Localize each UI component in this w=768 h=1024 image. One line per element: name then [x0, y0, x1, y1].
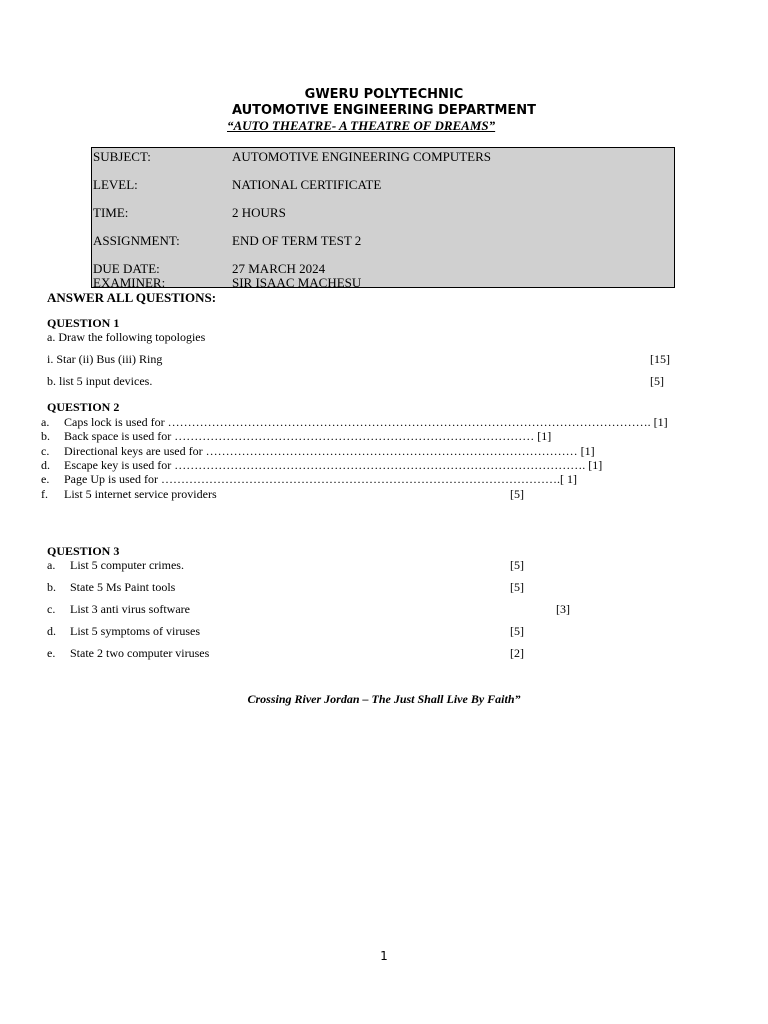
question-2-item-letter: c.: [41, 444, 50, 458]
examiner-label: EXAMINER:: [93, 275, 166, 290]
instruction: ANSWER ALL QUESTIONS:: [47, 290, 217, 305]
question-2-item-text: Escape key is used for …………………………………………………………………………………………. [1]: [64, 458, 603, 472]
question-1-title: QUESTION 1: [47, 316, 120, 330]
time-label: TIME:: [93, 205, 129, 220]
assignment-label: ASSIGNMENT:: [93, 233, 180, 248]
question-2-item-text: Caps lock is used for …………………………………………………………………………………………………………. [1]: [64, 415, 668, 429]
question-1-item-marks: [15]: [650, 352, 670, 366]
question-1-item-text: b. list 5 input devices.: [47, 374, 153, 388]
question-3-item-letter: e.: [47, 646, 56, 660]
question-3-title: QUESTION 3: [47, 544, 120, 558]
question-3-item-marks: [5]: [510, 624, 524, 638]
exam-info-box: [91, 147, 675, 288]
question-3-item-marks: [5]: [510, 580, 524, 594]
question-2-item-letter: f.: [41, 487, 48, 501]
question-3-item-letter: a.: [47, 558, 56, 572]
question-3-item-marks: [3]: [556, 602, 570, 616]
question-2-item-text: Page Up is used for ……………………………………………………………………………………….[ 1]: [64, 472, 577, 486]
level-value: NATIONAL CERTIFICATE: [232, 177, 382, 192]
page-number: 1: [380, 949, 388, 963]
question-1-item-text: i. Star (ii) Bus (iii) Ring: [47, 352, 163, 366]
footer-quote: Crossing River Jordan – The Just Shall Live By Faith”: [247, 692, 521, 706]
question-2-item-letter: e.: [41, 472, 50, 486]
question-3-item-marks: [5]: [510, 558, 524, 572]
question-3-item-text: List 5 computer crimes.: [70, 558, 184, 572]
institution-title: GWERU POLYTECHNIC: [304, 87, 464, 102]
level-label: LEVEL:: [93, 177, 138, 192]
due-date-label: DUE DATE:: [93, 261, 160, 276]
question-2-item-marks: [5]: [510, 487, 524, 501]
question-2-item-letter: a.: [41, 415, 50, 429]
question-1-intro: a. Draw the following topologies: [47, 330, 206, 344]
question-2-item-text: Back space is used for ……………………………………………………………………………… [1]: [64, 429, 552, 443]
question-3-item-text: List 3 anti virus software: [70, 602, 190, 616]
question-3-item-text: State 5 Ms Paint tools: [70, 580, 176, 594]
motto: “AUTO THEATRE- A THEATRE OF DREAMS”: [227, 118, 496, 133]
subject-value: AUTOMOTIVE ENGINEERING COMPUTERS: [232, 149, 492, 164]
department-title: AUTOMOTIVE ENGINEERING DEPARTMENT: [231, 103, 537, 118]
assignment-value: END OF TERM TEST 2: [232, 233, 362, 248]
examiner-value: SIR ISAAC MACHESU: [232, 275, 362, 290]
question-3-item-letter: d.: [47, 624, 56, 638]
question-2-item-letter: b.: [41, 429, 50, 443]
question-2-item-text: List 5 internet service providers: [64, 487, 217, 501]
time-value: 2 HOURS: [232, 205, 286, 220]
question-3-item-letter: b.: [47, 580, 56, 594]
question-1-item-marks: [5]: [650, 374, 664, 388]
question-2-title: QUESTION 2: [47, 400, 120, 414]
question-2-item-text: Directional keys are used for ………………………………………………………………………………… [1]: [64, 444, 595, 458]
question-3-item-letter: c.: [47, 602, 56, 616]
question-3-item-text: List 5 symptoms of viruses: [70, 624, 201, 638]
question-2-item-letter: d.: [41, 458, 50, 472]
subject-label: SUBJECT:: [93, 149, 151, 164]
question-3-item-text: State 2 two computer viruses: [70, 646, 210, 660]
question-3-item-marks: [2]: [510, 646, 524, 660]
due-date-value: 27 MARCH 2024: [232, 261, 326, 276]
